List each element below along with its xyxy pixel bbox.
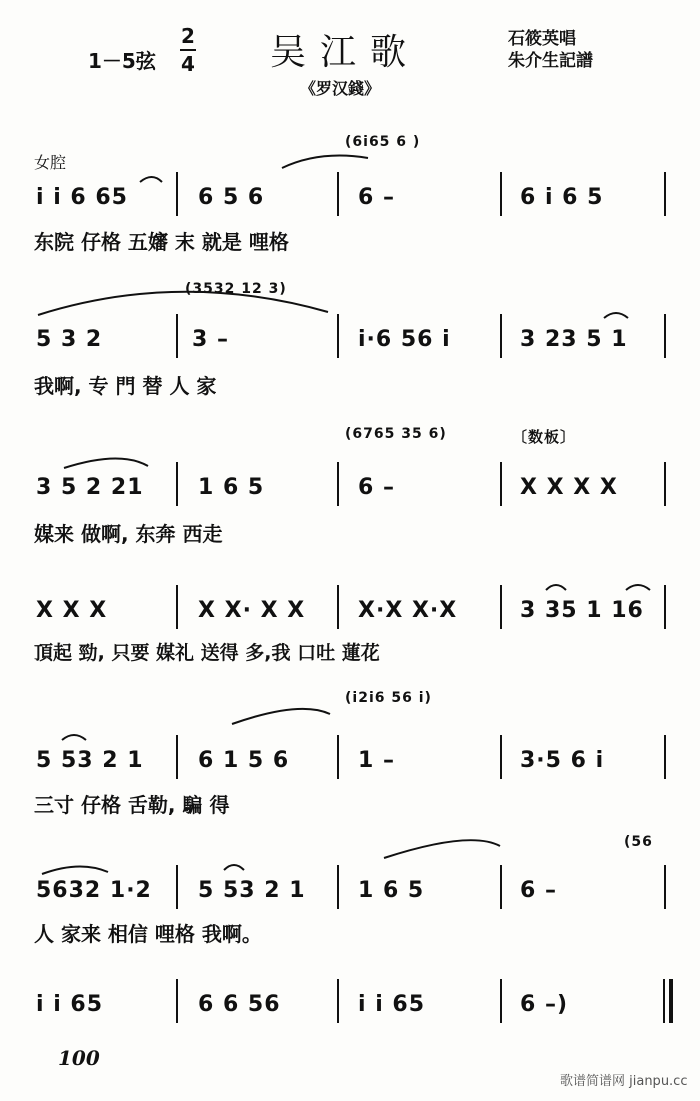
row4-measure3: X·X X·X: [358, 598, 458, 623]
row5-measure1: 5 53 2 1: [36, 748, 144, 773]
row5-measure4: 3·5 6 i: [520, 748, 605, 773]
slur: [282, 156, 368, 168]
row4-measure2: X X· X X: [198, 598, 306, 623]
slur: [38, 292, 328, 315]
row2-measure1: 5 3 2: [36, 327, 103, 352]
row6-parenthetical: (56: [624, 834, 653, 850]
row1-measure3: 6 –: [358, 185, 395, 210]
row5-measure3: 1 –: [358, 748, 395, 773]
row7-measure2: 6 6 56: [198, 992, 281, 1017]
slur: [626, 585, 650, 590]
slur: [42, 866, 108, 874]
slur: [232, 709, 330, 724]
row5-measure2: 6 1 5 6: [198, 748, 290, 773]
tune-name: 《罗汉錢》: [300, 79, 381, 98]
row4-lyrics: 頂起 勁, 只要 媒礼 送得 多,我 口吐 蓮花: [34, 642, 380, 664]
row3-measure1: 3 5 2 21: [36, 475, 144, 500]
slur: [546, 585, 566, 590]
slur: [62, 735, 86, 740]
row6-measure4: 6 –: [520, 878, 557, 903]
row3-style-marking: 〔数板〕: [512, 428, 577, 446]
row7-measure3: i i 65: [358, 992, 426, 1017]
row7-measure1: i i 65: [36, 992, 104, 1017]
row1-measure2: 6 5 6: [198, 185, 265, 210]
row3-measure4: X X X X: [520, 475, 618, 500]
row6-lyrics: 人 家来 相信 哩格 我啊。: [34, 922, 262, 946]
row2-parenthetical: (3532 12 3): [185, 281, 287, 297]
row7-measure4: 6 –): [520, 992, 569, 1017]
slur: [384, 840, 500, 858]
row2-measure3: i·6 56 i: [358, 327, 451, 352]
time-numerator: 2: [181, 24, 195, 48]
row6-measure2: 5 53 2 1: [198, 878, 306, 903]
row4-measure1: X X X: [36, 598, 108, 623]
slur: [140, 177, 162, 182]
row5-parenthetical: (i2i6 56 i): [345, 690, 432, 706]
row1-parenthetical: (6i65 6 ): [345, 134, 421, 150]
row2-measure4: 3 23 5 1: [520, 327, 628, 352]
voice-label: 女腔: [34, 153, 67, 172]
row6-measure1: 5632 1·2: [36, 878, 152, 903]
time-denominator: 4: [181, 52, 195, 76]
watermark: 歌谱简谱网 jianpu.cc: [560, 1074, 688, 1089]
slur: [224, 865, 244, 870]
transcriber-credit: 朱介生記譜: [508, 51, 593, 71]
page-number: 100: [58, 1046, 100, 1070]
slur: [604, 313, 628, 318]
singer-credit: 石筱英唱: [508, 29, 576, 49]
string-tuning: 1－5弦: [88, 49, 156, 73]
row1-measure1: i i 6 65: [36, 185, 128, 210]
row1-lyrics: 东院 仔格 五嬸 末 就是 哩格: [34, 230, 289, 254]
row3-parenthetical: (6765 35 6): [345, 426, 447, 442]
row2-lyrics: 我啊, 专 門 替 人 家: [34, 374, 217, 398]
row3-measure3: 6 –: [358, 475, 395, 500]
slur: [64, 458, 148, 468]
row3-measure2: 1 6 5: [198, 475, 265, 500]
song-title: 吴江歌: [270, 32, 421, 73]
row6-measure3: 1 6 5: [358, 878, 425, 903]
row3-lyrics: 媒来 做啊, 东奔 西走: [34, 522, 223, 546]
row5-lyrics: 三寸 仔格 舌勒, 騙 得: [34, 793, 230, 817]
row2-measure2: 3 –: [192, 327, 229, 352]
row1-measure4: 6 i 6 5: [520, 185, 604, 210]
row4-measure4: 3 35 1 16: [520, 598, 644, 623]
